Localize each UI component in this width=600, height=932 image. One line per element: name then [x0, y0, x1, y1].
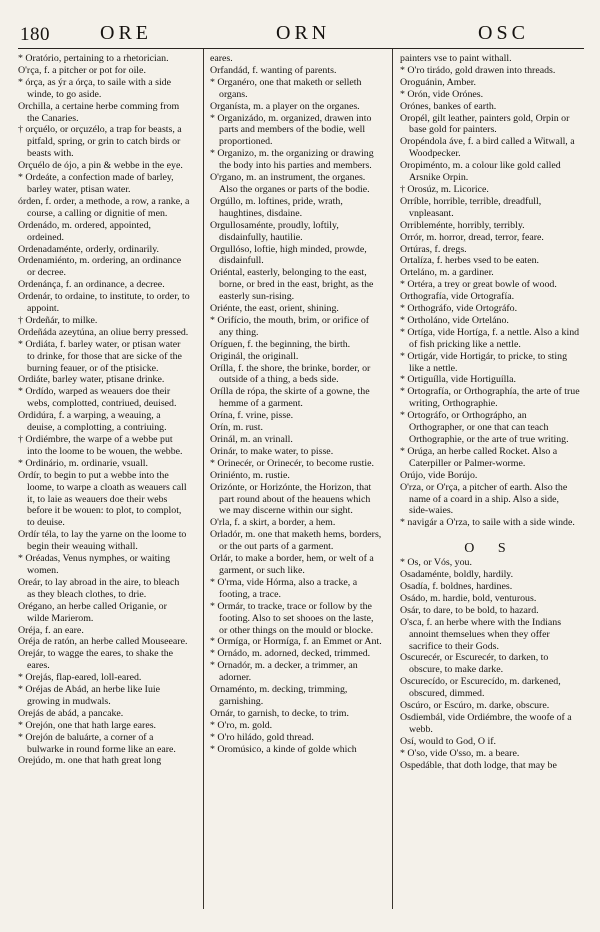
- dictionary-entry: * Ormár, to tracke, trace or follow by the footing. Also to set shooes on the laste, or other things on the mould or blocke.: [210, 600, 374, 636]
- dictionary-entry: * Ortiguílla, vide Hortiguílla.: [400, 374, 517, 386]
- dictionary-entry: Orribleménte, horribly, terribly.: [400, 219, 525, 231]
- running-header: [18, 14, 584, 49]
- dictionary-entry: Orçuélo de ójo, a pin & webbe in the eye.: [18, 160, 183, 172]
- dictionary-entry: Oreár, to lay abroad in the aire, to bleach as they bleach clothes, to drie.: [18, 576, 180, 600]
- dictionary-entry: Orílla, f. the shore, the brinke, border, or outside of a thing, a beds side.: [210, 362, 371, 386]
- dictionary-entry: † Ordiémbre, the warpe of a webbe put into the loome to be wouen, the webbe.: [18, 434, 183, 457]
- dictionary-entry: Orríble, horrible, terrible, dreadfull, vnpleasant.: [400, 195, 542, 219]
- dictionary-entry: Osadaménte, boldly, hardily.: [400, 569, 514, 581]
- dictionary-entry: Ortúras, f. dregs.: [400, 243, 467, 255]
- dictionary-entry: órden, f. order, a methode, a row, a ranke, a course, a calling or dignitie of men.: [18, 195, 190, 219]
- dictionary-entry: Ordenár, to ordaine, to institute, to order, to appoint.: [18, 291, 190, 315]
- dictionary-entry: * Ordeáte, a confection made of barley, barley water, ptisan water.: [18, 172, 174, 195]
- dictionary-entry: Originál, the originall.: [210, 350, 299, 362]
- dictionary-entry: Ortalíza, f. herbes vsed to be eaten.: [400, 255, 540, 267]
- dictionary-entry: Oréja de ratón, an herbe called Mouseeare.: [18, 636, 188, 648]
- dictionary-entry: O'rla, f. a skirt, a border, a hem.: [210, 517, 336, 529]
- dictionary-entry: † orçuélo, or orçuzélo, a trap for beasts, a pitfald, spring, or grin to catch birds or beasts with.: [18, 124, 182, 160]
- dictionary-entry: Ornaménto, m. decking, trimming, garnishing.: [210, 684, 348, 707]
- dictionary-entry: Oropéndola áve, f. a bird called a Witwall, a Woodpecker.: [400, 136, 575, 160]
- column-left: [18, 53, 190, 905]
- dictionary-page: [18, 14, 584, 914]
- page-number: 180: [20, 24, 50, 45]
- dictionary-entry: Orlár, to make a border, hem, or welt of a garment, or such like.: [210, 553, 374, 576]
- dictionary-entry: O'rça, f. a pitcher or pot for oile.: [18, 64, 146, 76]
- column-right-entries-or: [400, 53, 580, 529]
- section-heading: O S: [464, 541, 516, 557]
- dictionary-entry: Orchilla, a certaine herbe comming from the Canaries.: [18, 100, 180, 124]
- dictionary-entry: Orladór, m. one that maketh hems, borders, or the out parts of a garment.: [210, 529, 382, 553]
- dictionary-entry: * O'ro, m. gold.: [210, 719, 273, 731]
- dictionary-entry: Orejúdo, m. one that hath great long: [18, 755, 162, 767]
- dictionary-entry: * Orifício, the mouth, brim, or orifice of any thing.: [210, 314, 370, 338]
- dictionary-entry: * Orejón, one that hath large eares.: [18, 719, 157, 731]
- dictionary-entry: Orthografía, vide Ortografía.: [400, 291, 515, 303]
- dictionary-entry: Oscúro, or Escúro, m. darke, obscure.: [400, 700, 550, 712]
- dictionary-entry: Ordír téla, to lay the yarne on the loome to begin their weauing withall.: [18, 529, 187, 553]
- dictionary-entry: * órça, as ýr a órça, to saile with a side winde, to go aside.: [18, 76, 172, 100]
- dictionary-entry: * Oréjas de Abád, an herbe like Iuie growing in mudwals.: [18, 684, 161, 707]
- dictionary-entry: Oríguen, f. the beginning, the birth.: [210, 338, 351, 350]
- dictionary-entry: Orégano, an herbe called Origanie, or wilde Marierom.: [18, 600, 167, 624]
- dictionary-entry: Orgúllo, m. loftines, pride, wrath, haughtines, disdaine.: [210, 195, 343, 219]
- dictionary-entry: * Organizádo, m. organized, drawen into parts and members of the bodie, well proportioned.: [210, 112, 372, 148]
- dictionary-entry: * Ornadór, m. a decker, a trimmer, an adorner.: [210, 660, 358, 684]
- dictionary-entry: * Os, or Vós, you.: [400, 557, 472, 569]
- guide-word-center: ORN: [276, 22, 331, 44]
- dictionary-entry: O'sca, f. an herbe where with the Indians annoint themselues when they offer sacrifice to their Gods.: [400, 616, 562, 652]
- dictionary-entry: * Orinecér, or Orinecér, to become rustie.: [210, 457, 374, 469]
- dictionary-entry: * Oromúsico, a kinde of golde which: [210, 743, 357, 755]
- dictionary-entry: Orílla de rópa, the skirte of a gowne, the hemme of a garment.: [210, 386, 370, 410]
- dictionary-entry: Oréja, f. an eare.: [18, 624, 84, 636]
- dictionary-entry: Osár, to dare, to be bold, to hazard.: [400, 604, 539, 616]
- dictionary-entry: * Ordiáta, f. barley water, or ptisan water to drinke, for those that are sicke of the burning feauer, or of the ptisicke.: [18, 338, 182, 374]
- dictionary-entry: * O'so, vide O'sso, m. a beare.: [400, 747, 520, 759]
- dictionary-entry: Ordenadaménte, orderly, ordinarily.: [18, 243, 160, 255]
- dictionary-entry: * Ordinário, m. ordinarie, vsuall.: [18, 457, 148, 469]
- dictionary-entry: Orinál, m. an vrinall.: [210, 434, 293, 445]
- dictionary-entry: Oropiménto, m. a colour like gold called Arsnike Orpin.: [400, 160, 561, 184]
- column-right: [400, 53, 580, 905]
- dictionary-entry: * O'ro hiládo, gold thread.: [210, 731, 314, 743]
- column-rule: [203, 49, 204, 909]
- dictionary-entry: Ordenánça, f. an ordinance, a decree.: [18, 279, 165, 291]
- dictionary-entry: Ordenamiénto, m. ordering, an ordinance or decree.: [18, 255, 182, 279]
- dictionary-entry: Oscurecído, or Escurecído, m. darkened, obscured, dimmed.: [400, 676, 561, 700]
- dictionary-entry: * Ornádo, m. adorned, decked, trimmed.: [210, 648, 371, 660]
- dictionary-entry: * Orthográfo, vide Ortográfo.: [400, 303, 518, 315]
- dictionary-entry: Oscurecér, or Escurecér, to darken, to obscure, to make darke.: [400, 652, 549, 676]
- dictionary-entry: * Orejón de baluárte, a corner of a bulwarke in round forme like an eare.: [18, 731, 176, 755]
- dictionary-entry: * Oratório, pertaining to a rhetorician.: [18, 53, 169, 64]
- dictionary-entry: Oriéntal, easterly, belonging to the east, borne, or bred in the east, bright, as the easterly sun-rising.: [210, 267, 374, 303]
- dictionary-entry: Orteláno, m. a gardiner.: [400, 267, 494, 279]
- dictionary-entry: * Ortéra, a trey or great bowle of wood.: [400, 279, 557, 291]
- column-right-entries-os: [400, 557, 580, 771]
- dictionary-entry: O'rza, or O'rça, a pitcher of earth. Also the name of a coard in a ship. Also a side, side-waies.: [400, 481, 568, 517]
- dictionary-entry: Orgullóso, loftie, high minded, prowde, disdainfull.: [210, 243, 367, 267]
- dictionary-entry: Oroguánin, Amber.: [400, 76, 476, 88]
- guide-word-right: OSC: [478, 22, 529, 44]
- dictionary-entry: Ospedáble, that doth lodge, that may be: [400, 759, 557, 771]
- dictionary-entry: Oriniénto, m. rustie.: [210, 469, 290, 481]
- dictionary-entry: † Ordeñár, to milke.: [18, 314, 98, 326]
- dictionary-entry: Ordenádo, m. ordered, appointed, ordeined.: [18, 219, 151, 243]
- dictionary-entry: * O'rma, vide Hórma, also a tracke, a footing, a trace.: [210, 576, 358, 600]
- dictionary-entry: * Orúga, an herbe called Rocket. Also a Caterpiller or Palmer-worme.: [400, 445, 558, 469]
- dictionary-entry: * Ordído, warped as weauers doe their webs, complotted, contriued, deuised.: [18, 386, 177, 410]
- column-rule: [392, 49, 393, 909]
- dictionary-entry: Ornár, to garnish, to decke, to trim.: [210, 707, 349, 719]
- dictionary-entry: painters vse to paint withall.: [400, 53, 512, 64]
- dictionary-entry: Osdiembál, vide Ordiémbre, the woofe of a webb.: [400, 711, 572, 735]
- dictionary-entry: Osí, would to God, O if.: [400, 735, 497, 747]
- dictionary-entry: * Orejás, flap-eared, loll-eared.: [18, 672, 142, 684]
- dictionary-entry: * Ormíga, or Hormíga, f. an Emmet or Ant.: [210, 636, 382, 648]
- dictionary-entry: Orrór, m. horror, dread, terror, feare.: [400, 231, 544, 243]
- dictionary-entry: Orizónte, or Horizónte, the Horizon, that part round about of the heauens which we may discerne within our sight.: [210, 481, 372, 517]
- dictionary-entry: Oropél, gilt leather, painters gold, Orpin or base gold for painters.: [400, 112, 570, 136]
- dictionary-entry: * Orón, vide Orónes.: [400, 88, 484, 100]
- dictionary-entry: Orújo, vide Borújo.: [400, 469, 478, 481]
- dictionary-entry: * Ortholáno, vide Orteláno.: [400, 314, 509, 326]
- dictionary-entry: Orinár, to make water, to pisse.: [210, 445, 334, 457]
- dictionary-entry: * Ortigár, vide Hortigár, to pricke, to sting like a nettle.: [400, 350, 568, 374]
- dictionary-entry: * O'ro tirádo, gold drawen into threads.: [400, 64, 556, 76]
- dictionary-entry: * Oréadas, Venus nymphes, or waiting women.: [18, 553, 171, 576]
- dictionary-entry: Orejár, to wagge the eares, to shake the eares.: [18, 648, 174, 672]
- dictionary-entry: Orín, m. rust.: [210, 422, 263, 434]
- dictionary-entry: Organísta, m. a player on the organes.: [210, 100, 360, 112]
- dictionary-entry: Orgullosaménte, proudly, loftily, disdainfully, hautilie.: [210, 219, 339, 243]
- dictionary-entry: † Orosúz, m. Licorice.: [400, 183, 489, 195]
- dictionary-entry: Ordiáte, barley water, ptisane drinke.: [18, 374, 165, 386]
- dictionary-entry: eares.: [210, 53, 233, 64]
- dictionary-entry: Oriénte, the east, orient, shining.: [210, 303, 339, 315]
- dictionary-entry: Osadía, f. boldnes, hardines.: [400, 580, 513, 592]
- column-middle: [210, 53, 382, 905]
- guide-word-left: ORE: [100, 22, 152, 44]
- dictionary-entry: O'rgano, m. an instrument, the organes. Also the organes or parts of the bodie.: [210, 172, 370, 195]
- dictionary-entry: * Ortíga, vide Hortíga, f. a nettle. Also a kind of fish pricking like a nettle.: [400, 326, 580, 350]
- dictionary-entry: * navigár a O'rza, to saile with a side winde.: [400, 517, 575, 529]
- dictionary-entry: Ordeñáda azeytúna, an oliue berry pressed.: [18, 326, 189, 338]
- dictionary-entry: Orónes, bankes of earth.: [400, 100, 497, 112]
- dictionary-entry: Orína, f. vrine, pisse.: [210, 410, 294, 422]
- dictionary-entry: * Ortográfo, or Orthográpho, an Orthographer, or one that can teach Orthographie, or the arte of true writing.: [400, 410, 569, 445]
- dictionary-entry: Ordidúra, f. a warping, a weauing, a deuise, a complotting, a contriuing.: [18, 410, 167, 434]
- dictionary-entry: Ordír, to begin to put a webbe into the loome, to warpe a cloath as weauers call it, to laie as weauers doe their webs before it be wouen: to plot, to complot, to deuise.: [18, 469, 187, 529]
- dictionary-entry: * Organéro, one that maketh or selleth organs.: [210, 76, 362, 100]
- dictionary-entry: Orfandád, f. wanting of parents.: [210, 64, 337, 76]
- dictionary-entry: * Organizo, m. the organizing or drawing the body into his parties and members.: [210, 148, 374, 172]
- dictionary-entry: Osádo, m. hardie, bold, venturous.: [400, 592, 537, 604]
- dictionary-entry: Orejás de abád, a pancake.: [18, 707, 124, 719]
- dictionary-entry: * Ortografía, or Orthographía, the arte of true writing, Orthographie.: [400, 386, 580, 410]
